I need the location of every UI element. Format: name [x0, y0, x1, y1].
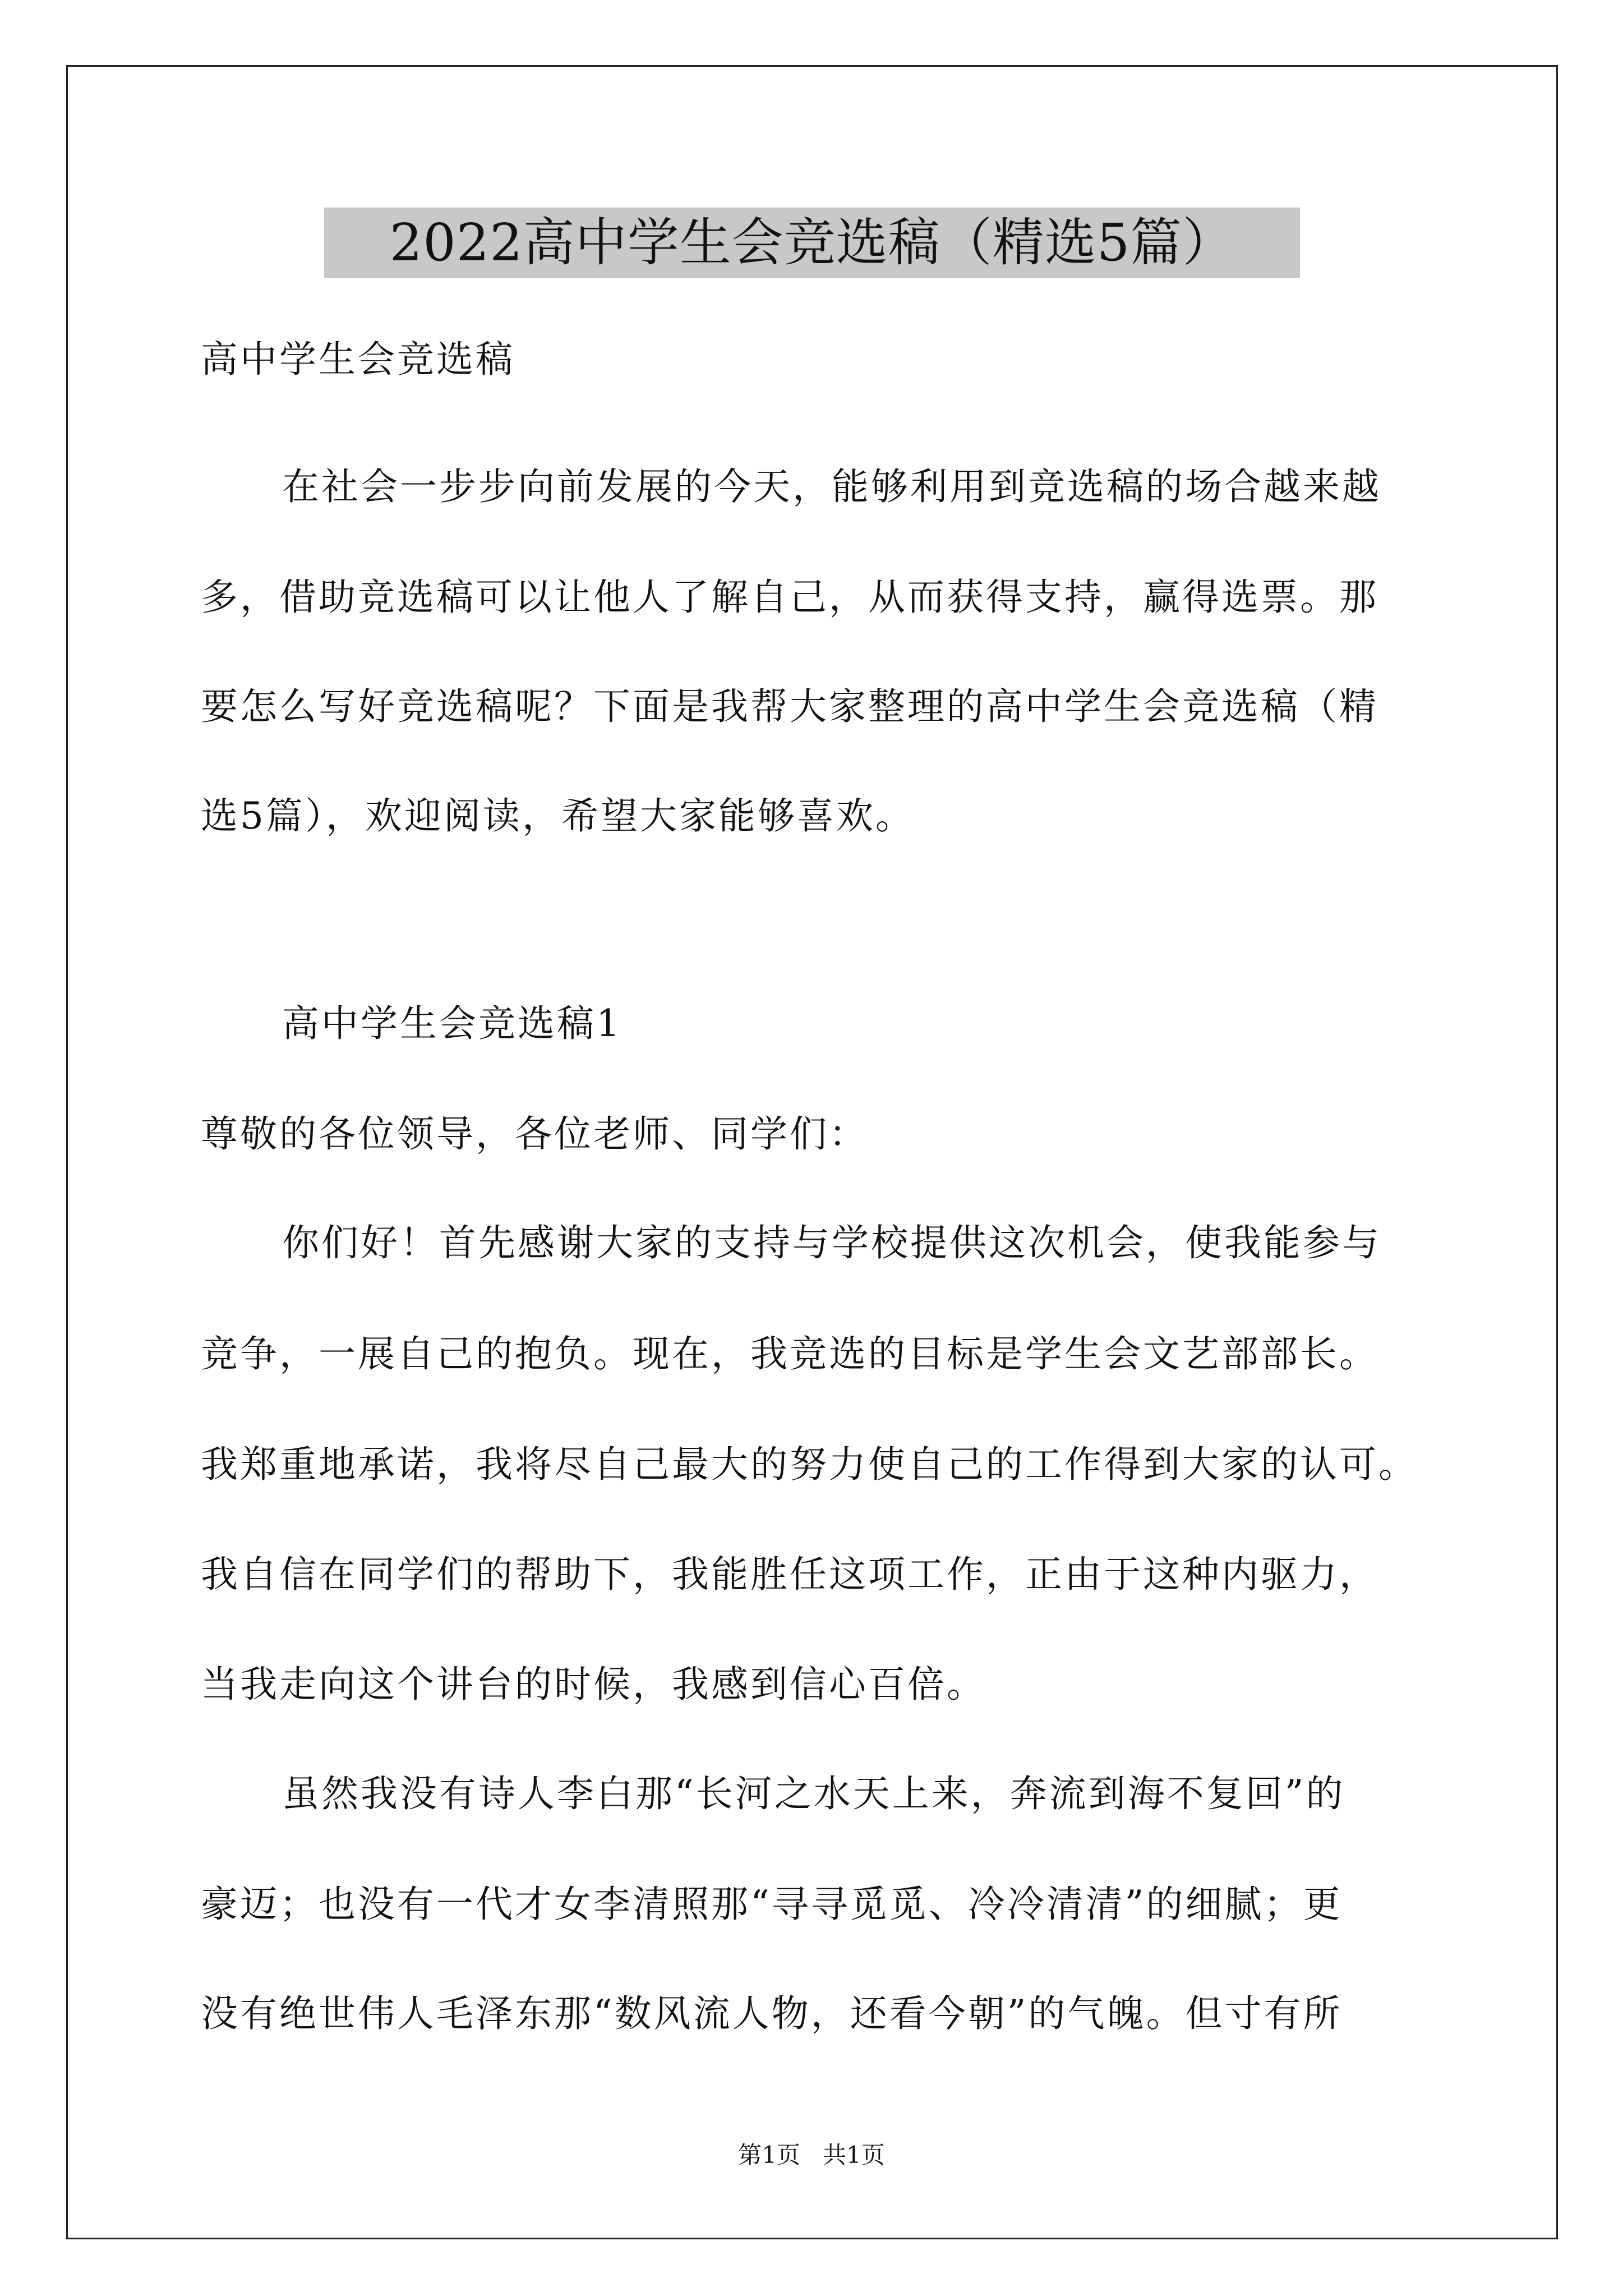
page-footer: 第1页 共1页: [738, 2141, 885, 2169]
paragraph-line: 选5篇），欢迎阅读，希望大家能够喜欢。: [201, 794, 915, 838]
paragraph-line: 当我走向这个讲台的时候，我感到信心百倍。: [201, 1663, 986, 1706]
paragraph-line: 虽然我没有诗人李白那“长河之水天上来，奔流到海不复回”的: [282, 1772, 1345, 1815]
paragraph-line: 你们好！首先感谢大家的支持与学校提供这次机会，使我能参与: [282, 1221, 1381, 1264]
paragraph-line: 多，借助竞选稿可以让他人了解自己，从而获得支持，赢得选票。那: [201, 576, 1378, 619]
subsection-heading: 高中学生会竞选稿1: [282, 1002, 622, 1045]
paragraph-line: 豪迈；也没有一代才女李清照那“寻寻觅觅、冷冷清清”的细腻；更: [201, 1883, 1343, 1926]
paragraph-line: 在社会一步步向前发展的今天，能够利用到竞选稿的场合越来越: [282, 465, 1381, 508]
section-heading: 高中学生会竞选稿: [201, 338, 515, 381]
paragraph-line: 要怎么写好竞选稿呢？下面是我帮大家整理的高中学生会竞选稿（精: [201, 685, 1378, 728]
paragraph-line: 竞争，一展自己的抱负。现在，我竞选的目标是学生会文艺部部长。: [201, 1332, 1378, 1375]
salutation-line: 尊敬的各位领导，各位老师、同学们：: [201, 1112, 868, 1156]
paragraph-line: 我自信在同学们的帮助下，我能胜任这项工作，正由于这种内驱力，: [201, 1553, 1378, 1596]
paragraph-line: 我郑重地承诺，我将尽自己最大的努力使自己的工作得到大家的认可。: [201, 1443, 1418, 1486]
document-title: 2022高中学生会竞选稿（精选5篇）: [324, 208, 1300, 278]
paragraph-line: 没有绝世伟人毛泽东那“数风流人物，还看今朝”的气魄。但寸有所: [201, 1992, 1343, 2035]
